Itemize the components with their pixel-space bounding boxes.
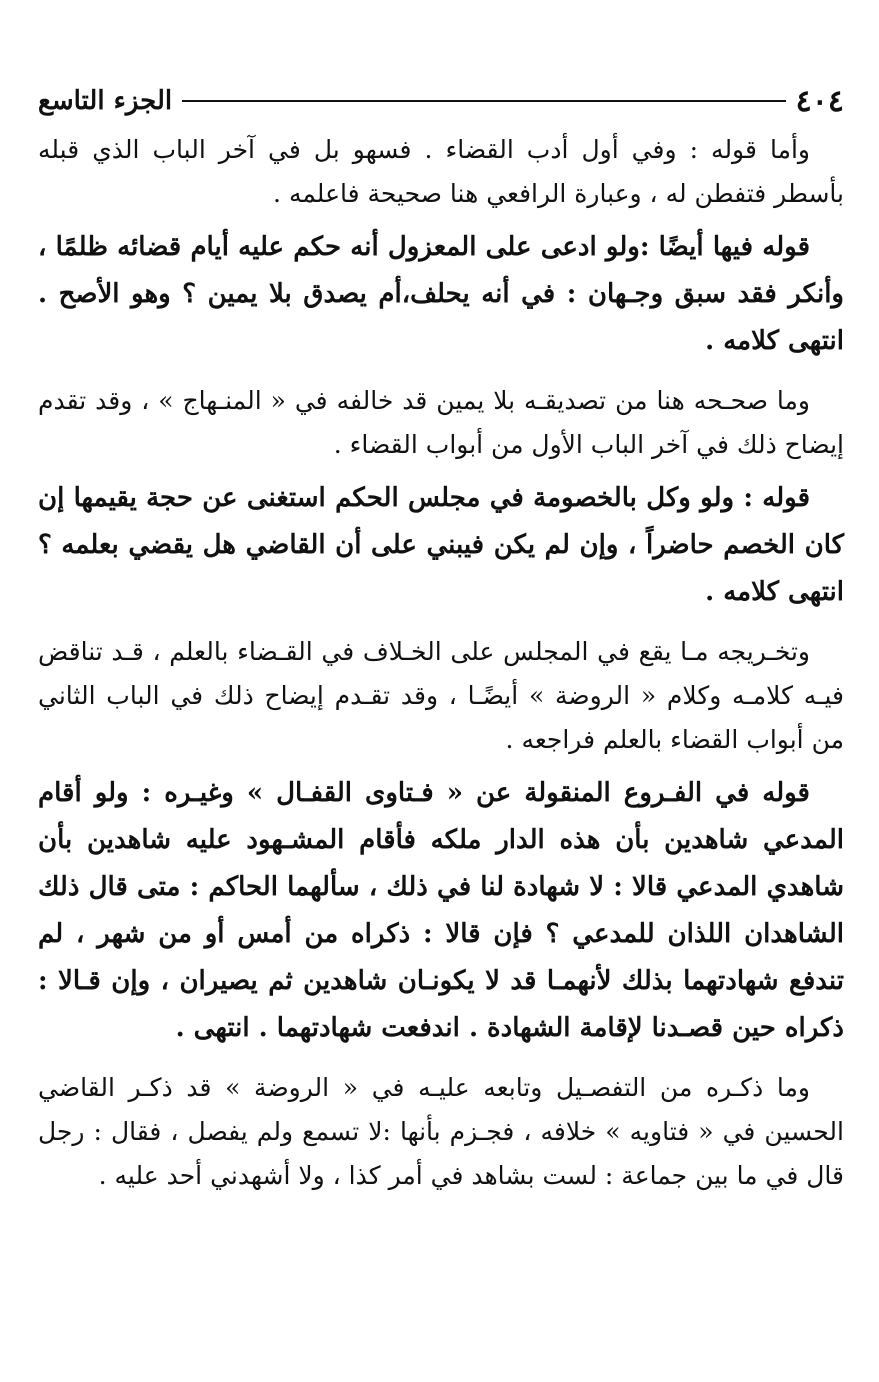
book-page — [38, 78, 844, 1198]
header-rule — [182, 100, 786, 102]
paragraph-7: وما ذكـره من التفصـيل وتابعه عليـه في « الروضة » قد ذكـر القاضي الحسين في « فتاويه » خلافه ، فجـزم بأنها :لا تسمع ولم يفصل ، فقال : رجل قال في ما بين جماعة : لست بشاهد في أمر كذا ، ولا أشهدني أحد عليه . — [38, 1073, 844, 1190]
quoted-paragraph-6: قوله في الفـروع المنقولة عن « فـتاوى القفـال » وغيـره : ولو أقام المدعي شاهدين بأن هذه الدار ملكه فأقام المشـهود عليه شاهدين بأن شاهدي المدعي قالا : لا شهادة لنا في ذلك ، سألهما الحاكم : متى قال ذلك الشاهدان اللذان للمدعي ؟ فإن قالا : ذكراه من أمس أو من شهر ، لم تندفع شهادتهما بذلك لأنهمـا قد لا يكونـان شاهدين ثم يصيران ، وإن قـالا : ذكراه حين قصـدنا لإقامة الشهادة . اندفعت شهادتهما . انتهى . — [38, 778, 844, 1043]
page-number: ٤٠٤ — [795, 83, 844, 119]
page-header — [38, 78, 844, 124]
running-title: الجزء التاسع — [38, 86, 173, 116]
quoted-paragraph-2: قوله فيها أيضًا :ولو ادعى على المعزول أنه حكم عليه أيام قضائه ظلمًا ، وأنكر فقد سبق وجـهان : في أنه يحلف،أم يصدق بلا يمين ؟ وهو الأصح . انتهى كلامه . — [38, 232, 844, 356]
paragraph-5: وتخـريجه مـا يقع في المجلس على الخـلاف في القـضاء بالعلم ، قـد تناقض فيـه كلامـه وكلام « الروضة » أيضًـا ، وقد تقـدم إيضاح ذلك في الباب الثاني من أبواب القضاء بالعلم فراجعه . — [38, 637, 844, 754]
paragraph-3: وما صحـحه هنا من تصديقـه بلا يمين قد خالفه في « المنـهاج » ، وقد تقدم إيضاح ذلك في آخر الباب الأول من أبواب القضاء . — [38, 386, 844, 459]
paragraph-1: وأما قوله : وفي أول أدب القضاء . فسهو بل في آخر الباب الذي قبله بأسطر فتفطن له ، وعبارة الرافعي هنا صحيحة فاعلمه . — [38, 135, 844, 208]
quoted-paragraph-4: قوله : ولو وكل بالخصومة في مجلس الحكم استغنى عن حجة يقيمها إن كان الخصم حاضراً ، وإن لم يكن فيبني على أن القاضي هل يقضي بعلمه ؟ انتهى كلامه . — [38, 483, 844, 607]
